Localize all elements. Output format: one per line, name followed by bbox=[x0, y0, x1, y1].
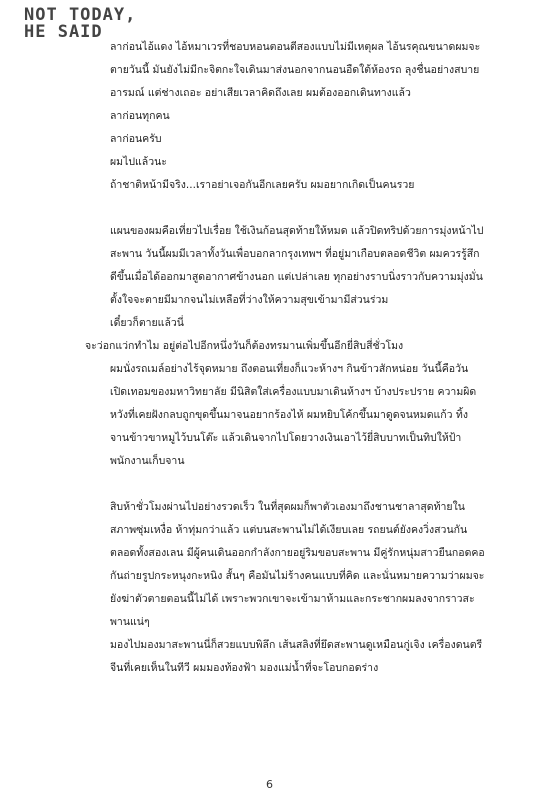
body-paragraph: ลาก่อนทุกคน bbox=[110, 110, 170, 122]
paragraph-gap bbox=[85, 197, 485, 220]
body-paragraph: สิบห้าชั่วโมงผ่านไปอย่างรวดเร็ว ในที่สุดผมก็พาตัวเองมาถึงชานชาลาสุดท้ายในสภาพซุ่มเหงื่อ ห้าทุ่มกว่าแล้ว แต่บนสะพานไม่ได้เงียบเลย รถยนต์ยังคงวิ่งสวนกันตลอดทั้งสองเลน มีผู้คนเดินออกกำลังกายอยู่ริมขอบสะพาน มีคู่รักหนุ่มสาวยืนกอดคอกันถ่ายรูปกระหนุงกะหนิง สั้นๆ คือมันไม่ร้างคนแบบที่คิด และนั่นหมายความว่าผมจะยังฆ่าตัวตายตอนนี้ไม่ได้ เพราะพวกเขาจะเข้ามาห้ามและกระชากผมลงจากราวสะพานแน่ๆ bbox=[110, 501, 485, 628]
body-paragraph: ลาก่อนครับ bbox=[110, 133, 162, 145]
paragraph-gap bbox=[85, 473, 485, 496]
body-paragraph: เดี๋ยวก็ตายแล้วนี่ bbox=[110, 317, 184, 329]
header-line-1: NOT TODAY, bbox=[24, 5, 137, 25]
body-paragraph: ถ้าชาติหน้ามีจริง...เราอย่าเจอกันอีกเลยครับ ผมอยากเกิดเป็นคนรวย bbox=[110, 179, 415, 191]
story-body bbox=[85, 36, 485, 680]
body-paragraph: ผมนั่งรถเมล์อย่างไร้จุดหมาย ถึงตอนเที่ยงก็แวะห้างฯ กินข้าวสักหน่อย วันนี้คือวันเปิดเทอมของมหาวิทยาลัย มีนิสิตใส่เครื่องแบบมาเดินห้างฯ บ้างประปราย ความผิดหวังที่เคยฝังกลบถูกขุดขึ้นมาจนอยากร้องไห้ ผมหยิบโค้กขึ้นมาดูดจนหมดแก้ว ทิ้งจานข้าวขาหมูไว้บนโต๊ะ แล้วเดินจากไปโดยวางเงินเอาไว้ยี่สิบบาทเป็นทิปให้ป้าพนักงานเก็บจาน bbox=[110, 363, 477, 467]
body-paragraph: จะว่อกแว่กทำไม อยู่ต่อไปอีกหนึ่งวันก็ต้องทรมานเพิ่มขึ้นอีกยี่สิบสี่ชั่วโมง bbox=[85, 340, 404, 352]
body-paragraph: ผมไปแล้วนะ bbox=[110, 156, 167, 168]
body-paragraph: มองไปมองมาสะพานนี่ก็สวยแบบพิลึก เส้นสลิงที่ยึดสะพานดูเหมือนกู่เจิง เครื่องดนตรีจีนที่เคยเห็นในทีวี ผมมองท้องฟ้า มองแม่น้ำที่จะโอบกอดร่าง bbox=[110, 639, 483, 674]
body-paragraph: ลาก่อนไอ้แดง ไอ้หมาเวรที่ชอบหอนตอนตีสองแบบไม่มีเหตุผล ไอ้นรคุณขนาดผมจะตายวันนี้ มันยังไม่มีกะจิตกะใจเดินมาส่งนอกจากนอนอืดใต้ห้องรถ ลุงชื่นอย่างสบายอารมณ์ แต่ช่างเถอะ อย่าเสียเวลาคิดถึงเลย ผมต้องออกเดินทางแล้ว bbox=[110, 41, 481, 99]
header-line-2: HE SAID bbox=[24, 22, 103, 42]
page-number: 6 bbox=[266, 778, 273, 791]
body-paragraph: แผนของผมคือเที่ยวไปเรื่อย ใช้เงินก้อนสุดท้ายให้หมด แล้วปิดทริปด้วยการมุ่งหน้าไปสะพาน วันนี้ผมมีเวลาทั้งวันเพื่อบอกลากรุงเทพฯ ที่อยู่มาเกือบตลอดชีวิต ผมควรรู้สึกดีขึ้นเมื่อได้ออกมาสูดอากาศข้างนอก แต่เปล่าเลย ทุกอย่างราบนิ่งราวกับความมุ่งมั่นตั้งใจจะตายมีมากจนไม่เหลือที่ว่างให้ความสุขเข้ามามีส่วนร่วม bbox=[110, 225, 484, 306]
